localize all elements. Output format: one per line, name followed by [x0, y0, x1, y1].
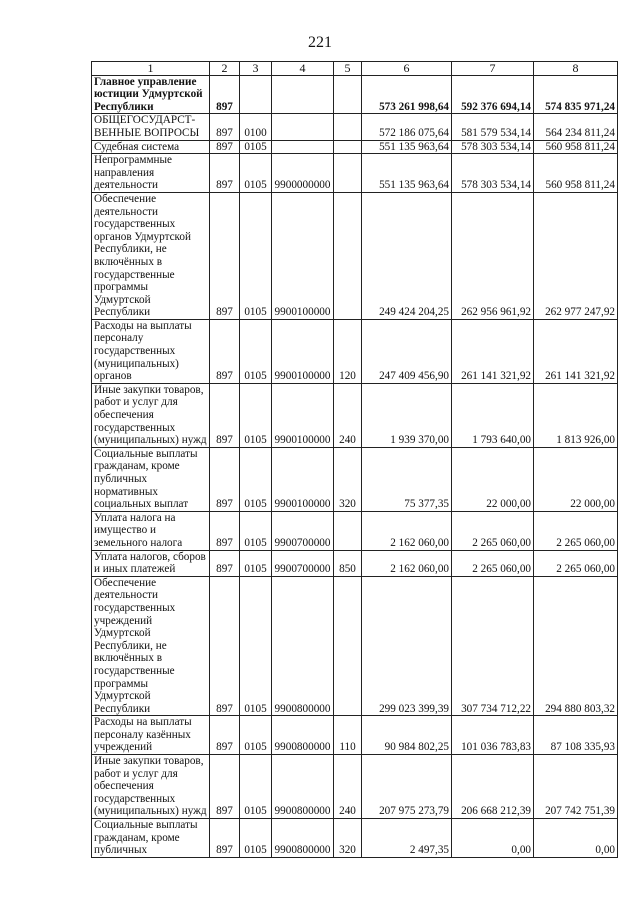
header-cell: 4 [272, 62, 334, 76]
expense-type-cell: 110 [334, 716, 362, 755]
amount-col7-cell: 206 668 212,39 [452, 755, 534, 819]
expense-type-cell [334, 140, 362, 154]
amount-col8-cell: 2 265 060,00 [534, 550, 618, 576]
section-code-cell: 0105 [240, 447, 272, 511]
table-row [92, 716, 618, 755]
table-row [92, 576, 618, 716]
table-row [92, 447, 618, 511]
section-code-cell: 0105 [240, 550, 272, 576]
target-item-cell: 9900800000 [272, 755, 334, 819]
expense-type-cell [334, 576, 362, 716]
amount-col7-cell: 578 303 534,14 [452, 154, 534, 193]
target-item-cell: 9900700000 [272, 550, 334, 576]
amount-col7-cell: 581 579 534,14 [452, 114, 534, 140]
table-row [92, 114, 618, 140]
section-code-cell: 0105 [240, 716, 272, 755]
row-name-cell: Расходы на выплаты персоналу государственных (муниципальных) органов [92, 319, 210, 383]
target-item-cell: 9900800000 [272, 716, 334, 755]
table-row [92, 192, 618, 319]
row-name-cell: Непрограммные направления деятельности [92, 154, 210, 193]
target-item-cell [272, 114, 334, 140]
expense-type-cell: 120 [334, 319, 362, 383]
amount-col7-cell: 307 734 712,22 [452, 576, 534, 716]
amount-col6-cell: 551 135 963,64 [362, 154, 452, 193]
ministry-code-cell: 897 [210, 154, 240, 193]
ministry-code-cell: 897 [210, 114, 240, 140]
amount-col6-cell: 249 424 204,25 [362, 192, 452, 319]
amount-col7-cell: 22 000,00 [452, 447, 534, 511]
section-code-cell: 0105 [240, 755, 272, 819]
amount-col8-cell: 1 813 926,00 [534, 383, 618, 447]
row-name-cell: Социальные выплаты гражданам, кроме публичных [92, 819, 210, 858]
table-row [92, 75, 618, 114]
header-cell: 6 [362, 62, 452, 76]
table-row [92, 383, 618, 447]
section-code-cell [240, 75, 272, 114]
table-row [92, 511, 618, 550]
target-item-cell: 9900800000 [272, 819, 334, 858]
row-name-cell: Иные закупки товаров, работ и услуг для обеспечения государственных (муниципальных) нужд [92, 383, 210, 447]
ministry-code-cell: 897 [210, 550, 240, 576]
expense-type-cell: 320 [334, 447, 362, 511]
section-code-cell: 0105 [240, 511, 272, 550]
table-row [92, 319, 618, 383]
amount-col6-cell: 572 186 075,64 [362, 114, 452, 140]
row-name-cell: Социальные выплаты гражданам, кроме публичных нормативных социальных выплат [92, 447, 210, 511]
amount-col6-cell: 75 377,35 [362, 447, 452, 511]
row-name-cell: Иные закупки товаров, работ и услуг для обеспечения государственных (муниципальных) нужд [92, 755, 210, 819]
amount-col7-cell: 101 036 783,83 [452, 716, 534, 755]
target-item-cell: 9900100000 [272, 447, 334, 511]
amount-col8-cell: 0,00 [534, 819, 618, 858]
expense-type-cell [334, 154, 362, 193]
row-name-cell: Обеспечение деятельности государственных органов Удмуртской Республики, не включённых в государственные программы Удмуртской Республики [92, 192, 210, 319]
amount-col8-cell: 560 958 811,24 [534, 154, 618, 193]
amount-col7-cell: 1 793 640,00 [452, 383, 534, 447]
amount-col6-cell: 247 409 456,90 [362, 319, 452, 383]
amount-col6-cell: 2 162 060,00 [362, 511, 452, 550]
amount-col8-cell: 2 265 060,00 [534, 511, 618, 550]
expense-type-cell: 850 [334, 550, 362, 576]
ministry-code-cell: 897 [210, 716, 240, 755]
section-code-cell: 0105 [240, 140, 272, 154]
amount-col6-cell: 2 162 060,00 [362, 550, 452, 576]
header-cell: 8 [534, 62, 618, 76]
expense-type-cell [334, 511, 362, 550]
section-code-cell: 0100 [240, 114, 272, 140]
section-code-cell: 0105 [240, 192, 272, 319]
header-cell: 3 [240, 62, 272, 76]
table-row [92, 154, 618, 193]
amount-col7-cell: 262 956 961,92 [452, 192, 534, 319]
amount-col8-cell: 564 234 811,24 [534, 114, 618, 140]
table-row [92, 755, 618, 819]
expense-type-cell [334, 192, 362, 319]
header-cell: 2 [210, 62, 240, 76]
target-item-cell: 9900100000 [272, 383, 334, 447]
expense-type-cell: 320 [334, 819, 362, 858]
target-item-cell [272, 75, 334, 114]
target-item-cell: 9900100000 [272, 192, 334, 319]
ministry-code-cell: 897 [210, 447, 240, 511]
header-cell: 1 [92, 62, 210, 76]
section-code-cell: 0105 [240, 576, 272, 716]
section-code-cell: 0105 [240, 383, 272, 447]
page-number: 221 [308, 34, 332, 51]
row-name-cell: Уплата налога на имущество и земельного налога [92, 511, 210, 550]
target-item-cell: 9900700000 [272, 511, 334, 550]
budget-table [91, 61, 618, 858]
amount-col8-cell: 574 835 971,24 [534, 75, 618, 114]
target-item-cell: 9900000000 [272, 154, 334, 193]
amount-col7-cell: 261 141 321,92 [452, 319, 534, 383]
table-header-row [92, 62, 618, 76]
amount-col6-cell: 1 939 370,00 [362, 383, 452, 447]
target-item-cell: 9900100000 [272, 319, 334, 383]
table-row [92, 140, 618, 154]
amount-col8-cell: 207 742 751,39 [534, 755, 618, 819]
expense-type-cell [334, 75, 362, 114]
amount-col7-cell: 2 265 060,00 [452, 550, 534, 576]
target-item-cell: 9900800000 [272, 576, 334, 716]
section-code-cell: 0105 [240, 819, 272, 858]
amount-col6-cell: 573 261 998,64 [362, 75, 452, 114]
amount-col8-cell: 294 880 803,32 [534, 576, 618, 716]
expense-type-cell: 240 [334, 755, 362, 819]
amount-col8-cell: 22 000,00 [534, 447, 618, 511]
amount-col7-cell: 0,00 [452, 819, 534, 858]
amount-col7-cell: 592 376 694,14 [452, 75, 534, 114]
row-name-cell: Судебная система [92, 140, 210, 154]
row-name-cell: Обеспечение деятельности государственных учреждений Удмуртской Республики, не включённых в государственные программы Удмуртской Республики [92, 576, 210, 716]
ministry-code-cell: 897 [210, 819, 240, 858]
amount-col6-cell: 2 497,35 [362, 819, 452, 858]
expense-type-cell [334, 114, 362, 140]
header-cell: 5 [334, 62, 362, 76]
expense-type-cell: 240 [334, 383, 362, 447]
ministry-code-cell: 897 [210, 319, 240, 383]
amount-col8-cell: 261 141 321,92 [534, 319, 618, 383]
row-name-cell: Главное управление юстиции Удмуртской Республики [92, 75, 210, 114]
row-name-cell: Уплата налогов, сборов и иных платежей [92, 550, 210, 576]
target-item-cell [272, 140, 334, 154]
amount-col6-cell: 551 135 963,64 [362, 140, 452, 154]
ministry-code-cell: 897 [210, 576, 240, 716]
table-row [92, 550, 618, 576]
ministry-code-cell: 897 [210, 75, 240, 114]
amount-col7-cell: 2 265 060,00 [452, 511, 534, 550]
ministry-code-cell: 897 [210, 511, 240, 550]
section-code-cell: 0105 [240, 319, 272, 383]
amount-col6-cell: 299 023 399,39 [362, 576, 452, 716]
amount-col6-cell: 90 984 802,25 [362, 716, 452, 755]
amount-col7-cell: 578 303 534,14 [452, 140, 534, 154]
ministry-code-cell: 897 [210, 192, 240, 319]
header-cell: 7 [452, 62, 534, 76]
row-name-cell: ОБЩЕГОСУДАРСТ-ВЕННЫЕ ВОПРОСЫ [92, 114, 210, 140]
amount-col6-cell: 207 975 273,79 [362, 755, 452, 819]
ministry-code-cell: 897 [210, 755, 240, 819]
amount-col8-cell: 87 108 335,93 [534, 716, 618, 755]
amount-col8-cell: 560 958 811,24 [534, 140, 618, 154]
amount-col8-cell: 262 977 247,92 [534, 192, 618, 319]
ministry-code-cell: 897 [210, 140, 240, 154]
section-code-cell: 0105 [240, 154, 272, 193]
row-name-cell: Расходы на выплаты персоналу казённых учреждений [92, 716, 210, 755]
ministry-code-cell: 897 [210, 383, 240, 447]
table-row [92, 819, 618, 858]
